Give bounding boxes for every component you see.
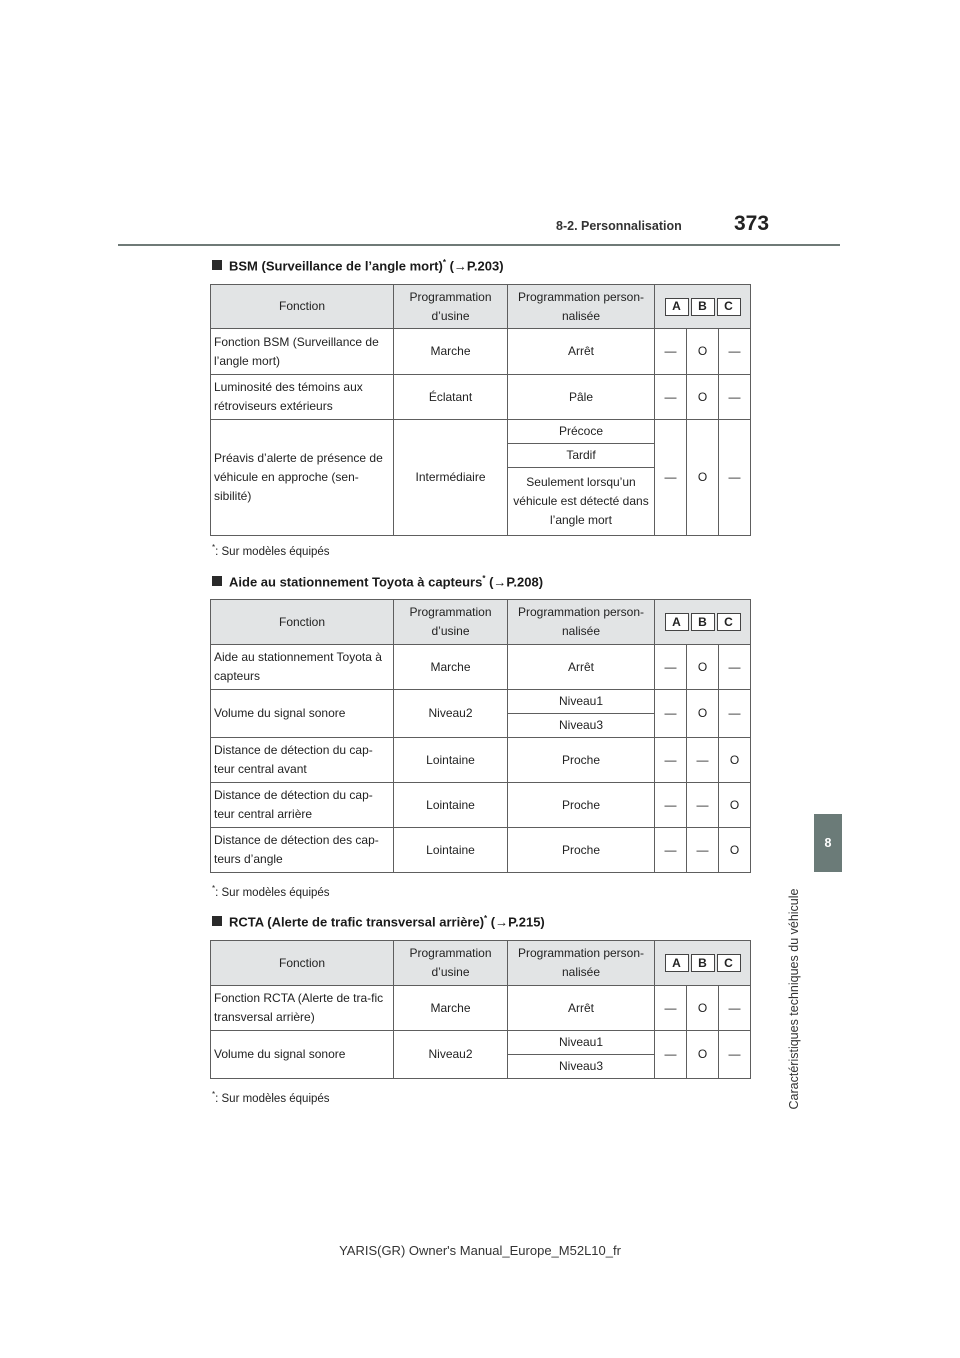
table-row: Distance de détection du cap-teur central avant Lointaine Proche — — O xyxy=(211,738,751,783)
chapter-tab: 8 xyxy=(814,814,842,872)
col-usine: Programmation d’usine xyxy=(394,941,508,986)
rcta-heading: RCTA (Alerte de trafic transversal arrière)* (→P.215) xyxy=(212,914,545,929)
rcta-footnote: *: Sur modèles équipés xyxy=(212,1090,330,1105)
manual-footer: YARIS(GR) Owner's Manual_Europe_M52L10_fr xyxy=(339,1243,621,1258)
col-abc: A B C xyxy=(655,941,751,986)
col-abc: A B C xyxy=(655,285,751,329)
col-fonction: Fonction xyxy=(211,285,394,329)
parking-footnote: *: Sur modèles équipés xyxy=(212,884,330,899)
chapter-label: Caractéristiques techniques du véhicule xyxy=(787,888,801,1110)
table-row: Volume du signal sonore Niveau2 Niveau1 — O — xyxy=(211,1031,751,1055)
table-row: Seulement lorsqu’un véhicule est détecté dans l’angle mort xyxy=(211,468,751,536)
table-row: Niveau3 xyxy=(211,714,751,738)
table-row: Niveau3 xyxy=(211,1055,751,1079)
table-row: Tardif xyxy=(211,444,751,468)
table-row: Volume du signal sonore Niveau2 Niveau1 — O — xyxy=(211,690,751,714)
col-perso: Programmation person-nalisée xyxy=(508,285,655,329)
square-bullet-icon xyxy=(212,260,222,270)
col-usine: Programmation d’usine xyxy=(394,285,508,329)
table-header-row xyxy=(211,941,751,986)
col-fonction: Fonction xyxy=(211,941,394,986)
table-row: Préavis d’alerte de présence de véhicule en approche (sen-sibilité) Intermédiaire Précoce — O — xyxy=(211,420,751,444)
square-bullet-icon xyxy=(212,916,222,926)
table-row: Fonction BSM (Surveillance de l’angle mort) Marche Arrêt — O — xyxy=(211,329,751,375)
bsm-table xyxy=(210,284,751,536)
table-header-row xyxy=(211,600,751,645)
col-fonction: Fonction xyxy=(211,600,394,645)
header-divider xyxy=(118,244,840,246)
col-usine: Programmation d’usine xyxy=(394,600,508,645)
table-row: Fonction RCTA (Alerte de tra-fic transversal arrière) Marche Arrêt — O — xyxy=(211,986,751,1031)
parking-heading: Aide au stationnement Toyota à capteurs* (→P.208) xyxy=(212,574,543,589)
square-bullet-icon xyxy=(212,576,222,586)
table-header-row xyxy=(211,285,751,329)
page-number: 373 xyxy=(734,212,770,235)
bsm-footnote: *: Sur modèles équipés xyxy=(212,543,330,558)
col-perso: Programmation person-nalisée xyxy=(508,941,655,986)
parking-table xyxy=(210,599,751,873)
table-row: Luminosité des témoins aux rétroviseurs extérieurs Éclatant Pâle — O — xyxy=(211,375,751,420)
col-perso: Programmation person-nalisée xyxy=(508,600,655,645)
bsm-heading: BSM (Surveillance de l’angle mort)* (→P.203) xyxy=(212,258,504,273)
col-abc: A B C xyxy=(655,600,751,645)
section-title: 8-2. Personnalisation xyxy=(556,219,682,233)
table-row: Distance de détection du cap-teur central arrière Lointaine Proche — — O xyxy=(211,783,751,828)
rcta-table xyxy=(210,940,751,1079)
table-row: Distance de détection des cap-teurs d’angle Lointaine Proche — — O xyxy=(211,828,751,873)
table-row: Aide au stationnement Toyota à capteurs Marche Arrêt — O — xyxy=(211,645,751,690)
